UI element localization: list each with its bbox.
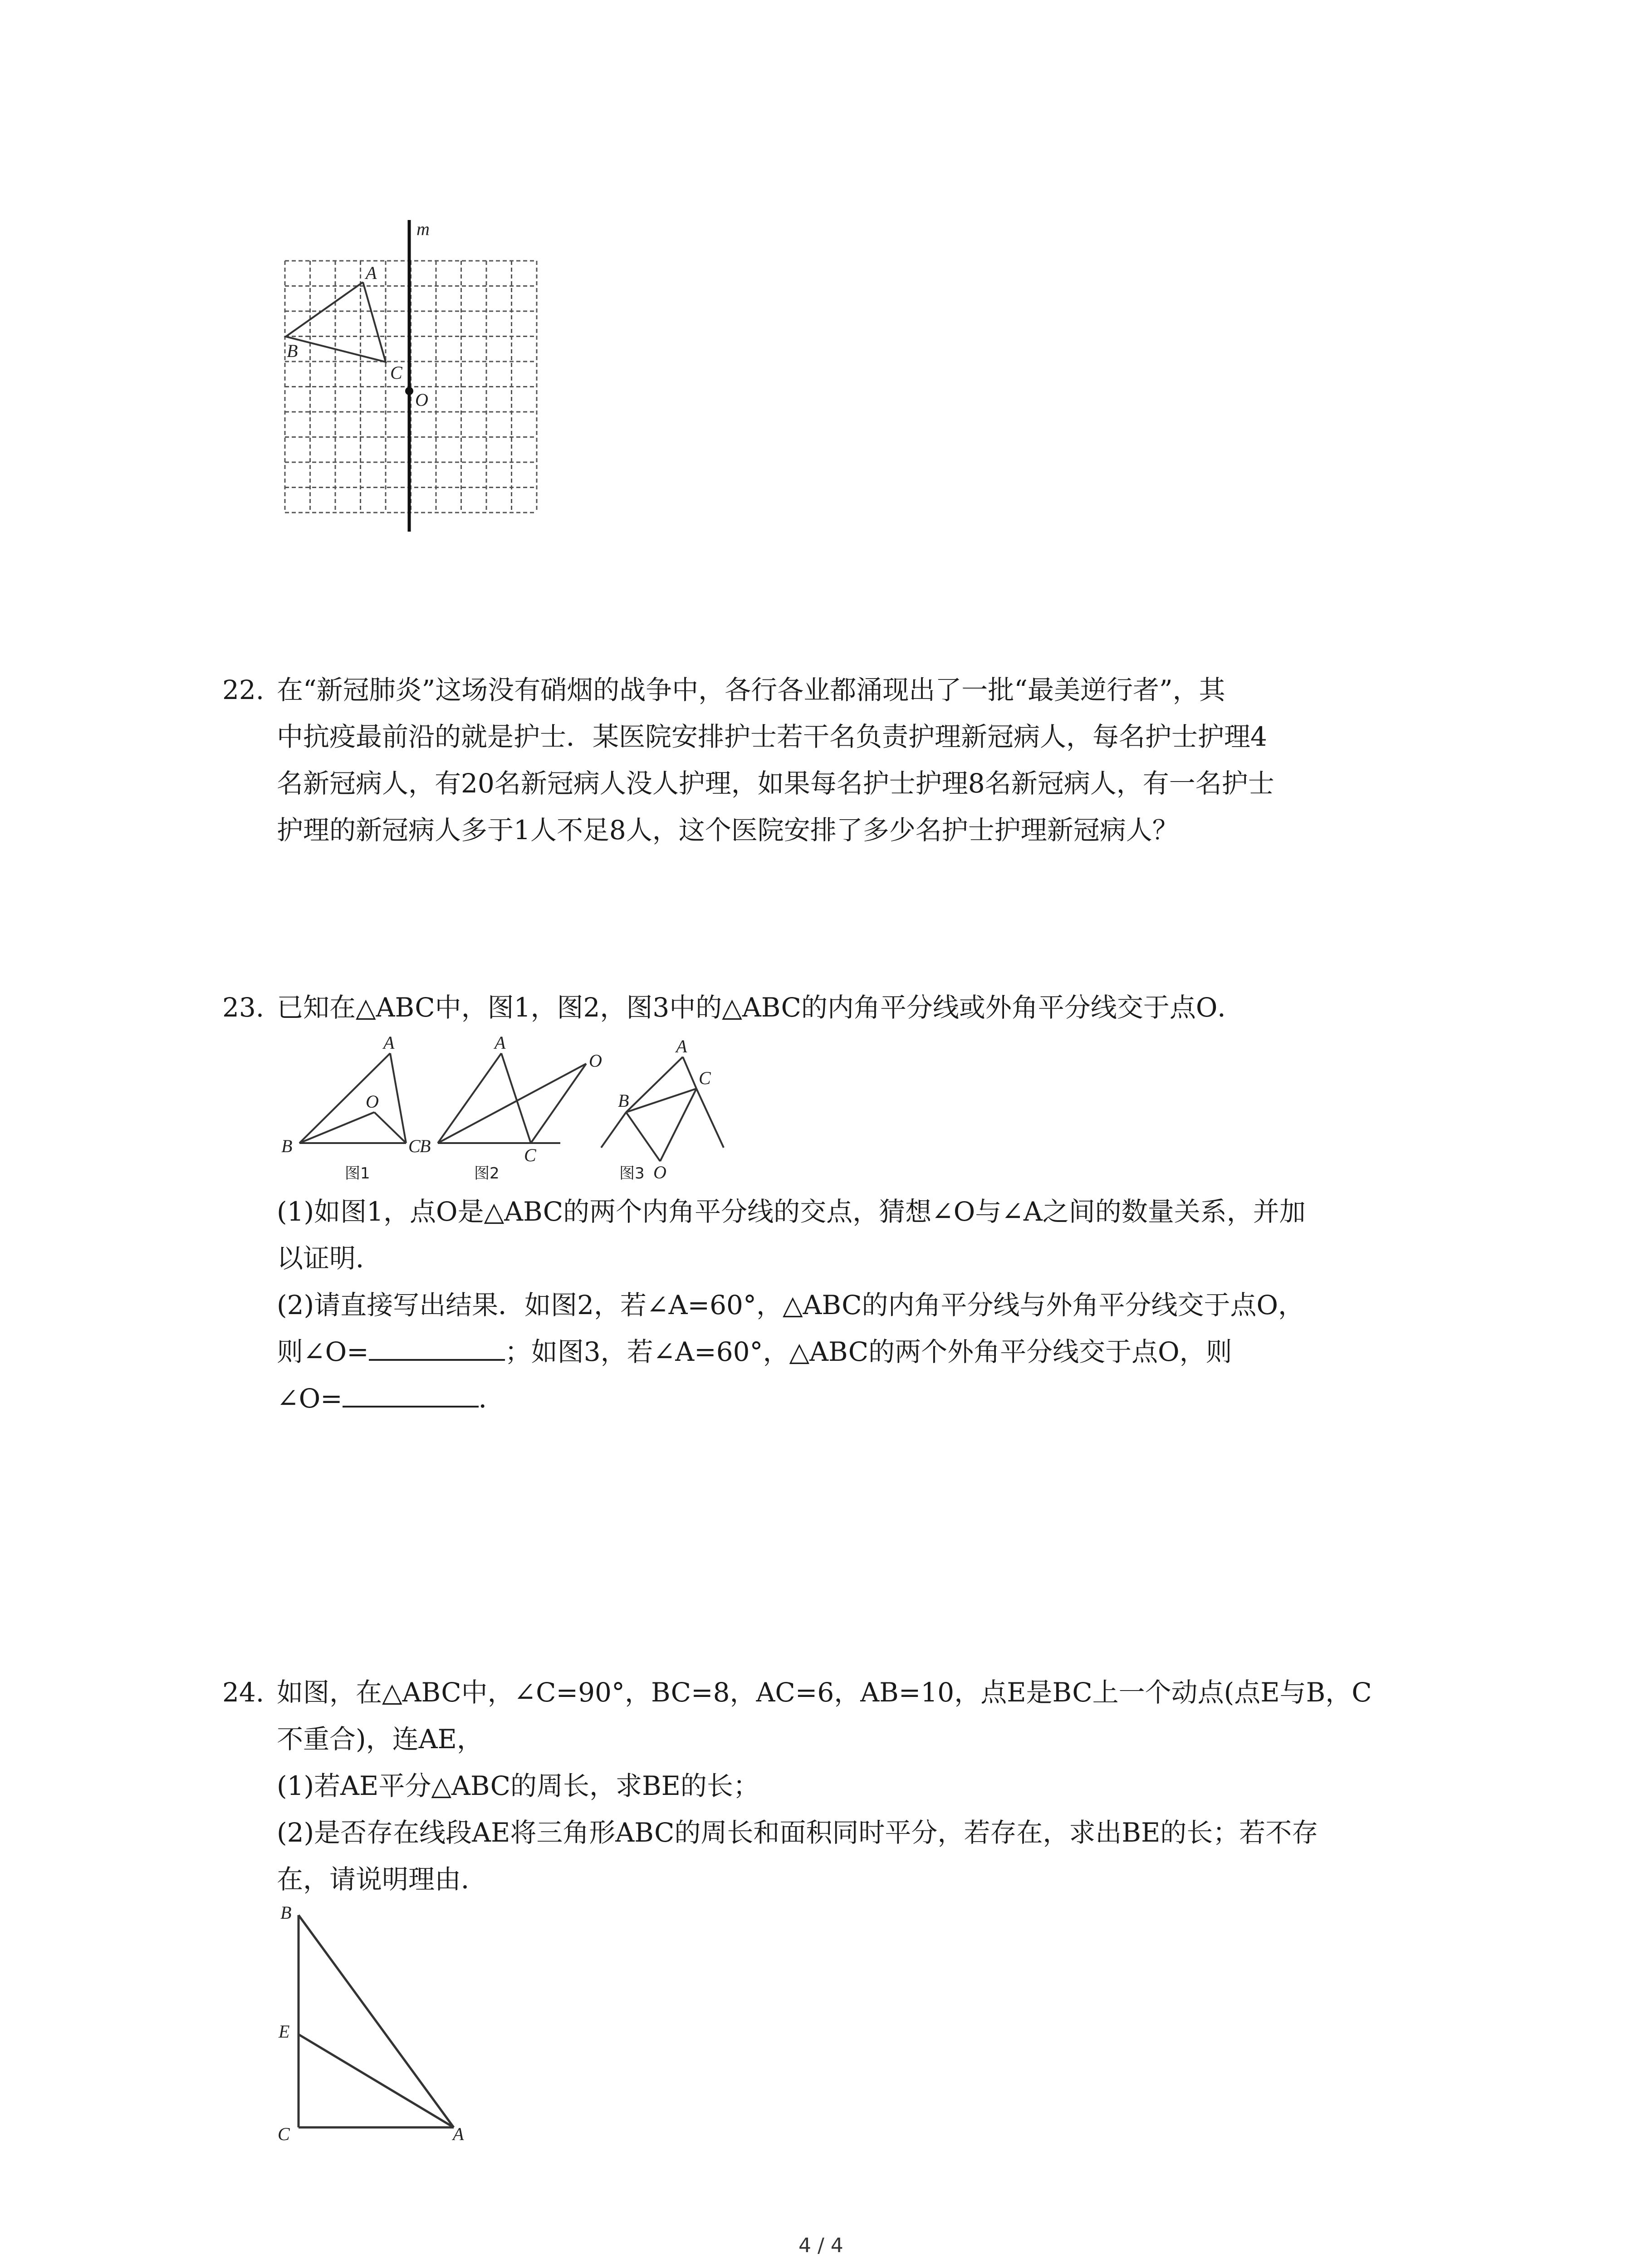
question-24-line-1: 如图，在△ABC中，∠C=90°，BC=8，AC=6，AB=10，点E是BC上一个动点(点E与B，C (277, 1677, 1372, 1708)
point-o (405, 387, 413, 395)
question-22-line-3: 名新冠病人，有20名新冠病人没人护理，如果每名护士护理8名新冠病人，有一名护士 (277, 768, 1274, 799)
answer-blank-2[interactable] (343, 1383, 479, 1408)
figure-1 (281, 1032, 421, 1183)
figure-2-caption: 图2 (474, 1164, 500, 1183)
question-24-part-2-line-1: (2)是否存在线段AE将三角形ABC的周长和面积同时平分，若存在，求出BE的长；若不存 (277, 1817, 1318, 1848)
svg-text:A: A (495, 1032, 506, 1053)
question-23-part-1-line-1: (1)如图1，点O是△ABC的两个内角平分线的交点，猜想∠O与∠A之间的数量关系，并加 (277, 1196, 1306, 1227)
right-triangle-figure (268, 1901, 495, 2155)
figure-3-caption: 图3 (619, 1164, 645, 1183)
label-a: A (453, 2124, 464, 2144)
question-23-part-2-line-3 (277, 1375, 505, 1422)
figure-3 (601, 1036, 724, 1183)
part-2-text-a: 则∠O= (277, 1336, 369, 1367)
label-m: m (416, 219, 430, 239)
question-23-number: 23. (222, 992, 265, 1023)
svg-text:B: B (618, 1090, 629, 1111)
question-24-part-1: (1)若AE平分△ABC的周长，求BE的长； (277, 1770, 759, 1801)
answer-blank-1[interactable] (369, 1336, 505, 1361)
label-a: A (366, 263, 377, 283)
figure-2 (420, 1032, 602, 1183)
svg-text:C: C (699, 1068, 711, 1088)
svg-text:B: B (420, 1136, 431, 1156)
question-22-line-2: 中抗疫最前沿的就是护士．某医院安排护士若干名负责护理新冠病人，每名护士护理4 (277, 721, 1267, 752)
svg-text:C: C (524, 1145, 536, 1165)
triangle-figures-1-2-3 (272, 1030, 749, 1188)
question-22-line-1: 在“新冠肺炎”这场没有硝烟的战争中，各行各业都涌现出了一批“最美逆行者”，其 (277, 675, 1225, 705)
svg-text:O: O (366, 1091, 379, 1112)
svg-text:O: O (589, 1051, 602, 1071)
figure-1-caption: 图1 (345, 1164, 370, 1183)
question-23-intro: 已知在△ABC中，图1，图2，图3中的△ABC的内角平分线或外角平分线交于点O． (277, 992, 1244, 1023)
question-23-part-2-line-2 (277, 1329, 1232, 1375)
question-23-part-2-line-1: (2)请直接写出结果．如图2，若∠A=60°，△ABC的内角平分线与外角平分线交于点O， (277, 1290, 1305, 1320)
label-b: B (280, 1902, 292, 1923)
label-c: C (278, 2124, 290, 2144)
part-2-text-d: ． (478, 1383, 505, 1414)
label-o: O (415, 390, 428, 410)
question-24-number: 24. (222, 1677, 265, 1708)
svg-text:A: A (383, 1032, 395, 1053)
part-2-text-b: ；如图3，若∠A=60°，△ABC的两个外角平分线交于点O，则 (505, 1336, 1232, 1367)
svg-text:C: C (408, 1136, 421, 1156)
question-24-line-2: 不重合)，连AE， (277, 1724, 483, 1755)
part-2-text-c: ∠O= (277, 1383, 343, 1414)
question-22-line-4: 护理的新冠病人多于1人不足8人，这个医院安排了多少名护士护理新冠病人？ (277, 815, 1179, 846)
question-22-number: 22. (222, 675, 265, 705)
svg-text:O: O (653, 1162, 666, 1183)
label-c: C (390, 362, 402, 383)
question-24-part-2-line-2: 在，请说明理由． (277, 1864, 488, 1895)
page-number: 4 / 4 (798, 2234, 843, 2257)
svg-text:A: A (676, 1036, 687, 1056)
label-e: E (279, 2021, 290, 2042)
question-23-part-1-line-2: 以证明． (277, 1243, 382, 1274)
svg-text:B: B (281, 1136, 293, 1156)
grid-figure (272, 213, 554, 540)
label-b: B (287, 341, 298, 361)
